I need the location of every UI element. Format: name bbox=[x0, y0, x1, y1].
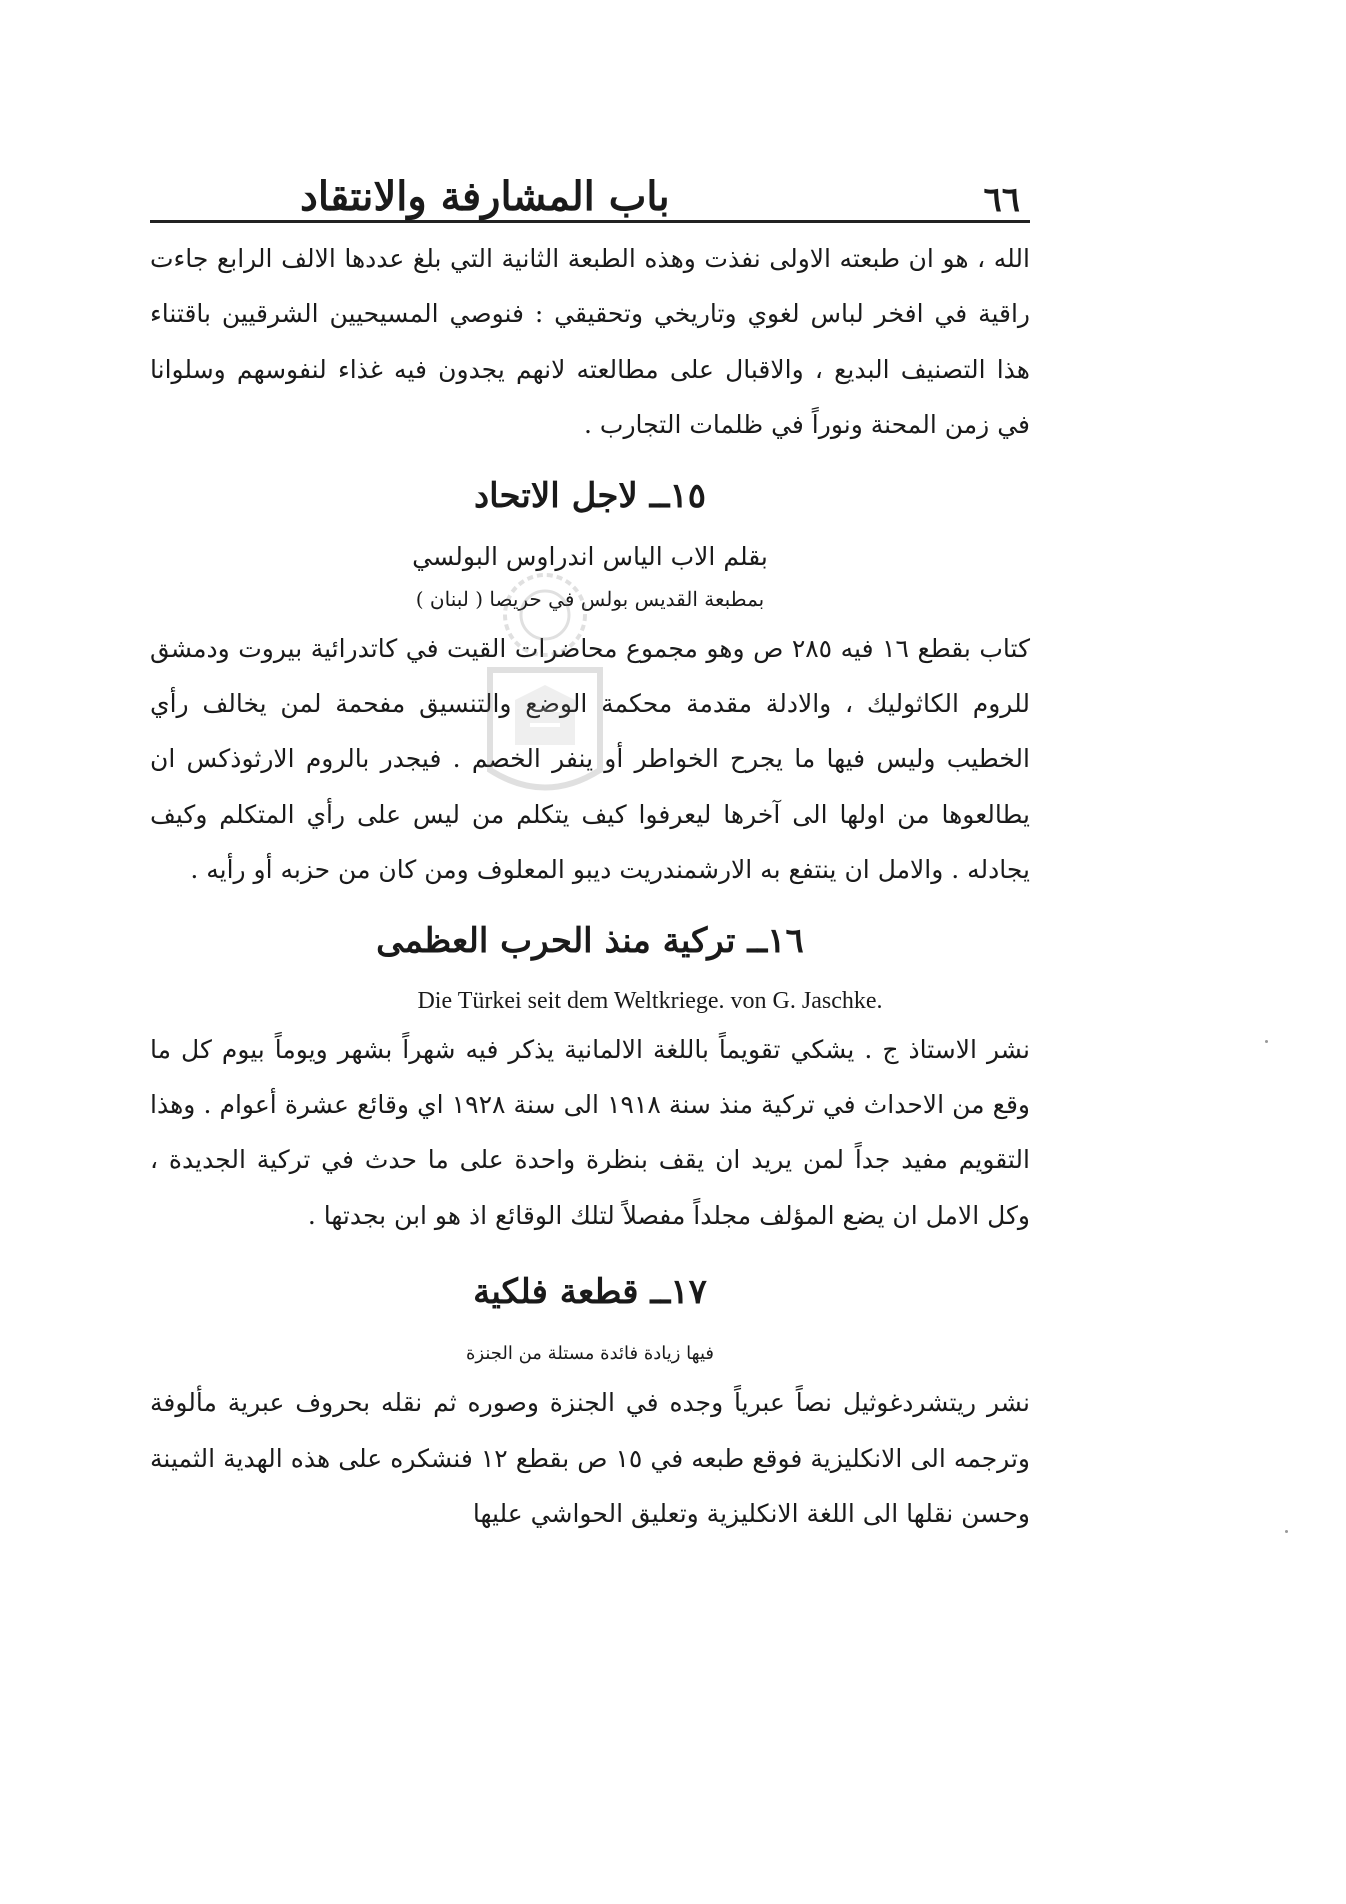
entry-heading: ١٦ــ تركية منذ الحرب العظمى bbox=[376, 920, 804, 961]
intro-paragraph: الله ، هو ان طبعته الاولى نفذت وهذه الطبعة الثانية التي بلغ عددها الالف الرابع جاءت راقية في افخر لباس لغوي وتاريخي وتحقيقي : فنوصي المسيحيين الشرقيين باقتناء هذا التصنيف البديع ، والاقبال على مطالعته لانهم يجدون فيه غذاء لنفوسهم وسلوانا في زمن المحنة ونوراً في ظلمات التجارب . bbox=[150, 244, 1030, 440]
review-entry-16 bbox=[150, 902, 1030, 1244]
entry-body: نشر ريتشردغوثيل نصاً عبرياً وجده في الجنزة وصوره ثم نقله بحروف عبرية مألوفة وترجمه الى الانكليزية فوقع طبعه في ١٥ ص بقطع ١٢ فنشكره على هذه الهدية الثمينة وحسن نقلها الى اللغة الانكليزية وتعليق الحواشي عليها bbox=[150, 1388, 1030, 1529]
page-number: ٦٦ bbox=[983, 180, 1020, 220]
entry-subtitle: فيها زيادة فائدة مستلة من الجنزة bbox=[465, 1343, 715, 1365]
entry-body: نشر الاستاذ ج . يشكي تقويماً باللغة الالمانية يذكر فيه شهراً بشهر ويوماً بيوم كل ما وقع من الاحداث في تركية منذ سنة ١٩١٨ الى سنة ١٩٢٨ اي وقائع عشرة أعوام . وهذا التقويم مفيد جداً لمن يريد ان يقف بنظرة واحدة على ما حدث في تركية الجديدة ، وكل الامل ان يضع المؤلف مجلداً مفصلاً لتلك الوقائع اذ هو ابن بجدتها . bbox=[150, 1034, 1030, 1230]
section-title: باب المشارفة والانتقاد bbox=[300, 173, 670, 220]
entry-heading: ١٥ــ لاجل الاتحاد bbox=[473, 475, 707, 516]
entry-foreign-title: Die Türkei seit dem Weltkriege. von G. Jaschke. bbox=[417, 987, 883, 1014]
entry-publisher: بمطبعة القديس بولس في حريصا ( لبنان ) bbox=[415, 586, 765, 611]
review-entry-17 bbox=[150, 1243, 1030, 1541]
entry-body: كتاب بقطع ١٦ فيه ٢٨٥ ص وهو مجموع محاضرات القيت في كاتدرائية بيروت ودمشق للروم الكاثوليك ، والادلة مقدمة محكمة الوضع والتنسيق مفحمة لمن يخالف رأي الخطيب وليس فيها ما يجرح الخواطر أو ينفر الخصم . فيجدر بالروم الارثوذكس ان يطالعوها من اولها الى آخرها ليعرفوا كيف يتكلم من ليس على رأي المتكلم وكيف يجادله . والامل ان ينتفع به الارشمندريت ديبو المعلوف ومن كان من حزبه أو رأيه . bbox=[150, 633, 1030, 885]
document-page bbox=[150, 160, 1030, 1542]
scan-speck bbox=[1285, 1530, 1288, 1533]
scan-speck bbox=[1265, 1040, 1268, 1043]
entry-heading: ١٧ــ قطعة فلكية bbox=[473, 1272, 707, 1313]
running-header bbox=[150, 160, 1030, 223]
review-entry-15 bbox=[150, 457, 1030, 898]
entry-byline: بقلم الاب الياس اندراوس البولسي bbox=[412, 541, 768, 571]
